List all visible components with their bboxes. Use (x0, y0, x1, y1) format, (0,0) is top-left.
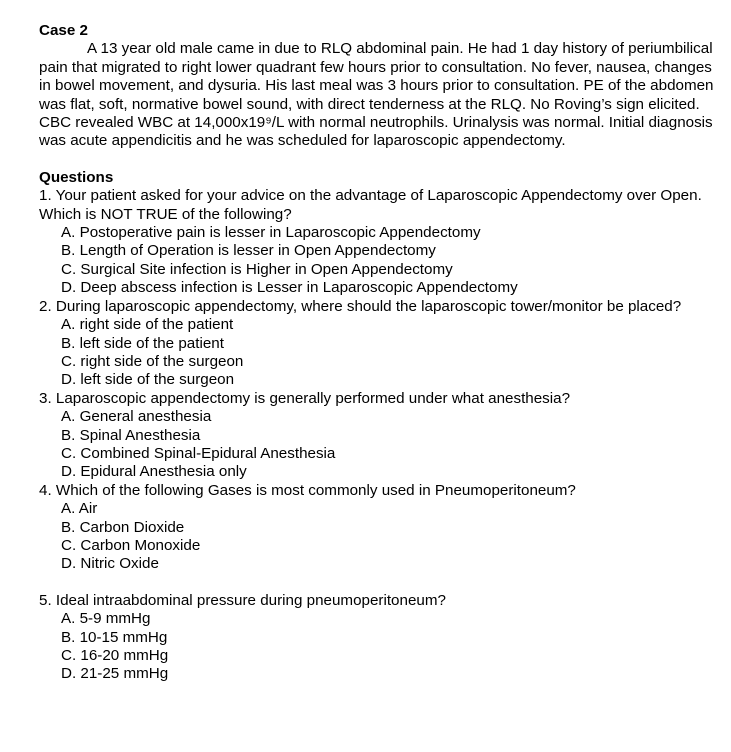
question-stem: 3. Laparoscopic appendectomy is generally performed under what anesthesia? (39, 389, 571, 407)
choice-list (39, 408, 719, 482)
case-title: Case 2 (39, 22, 88, 39)
choice-d: D. 21-25 mmHg (61, 665, 169, 683)
choice-b: B. left side of the patient (61, 334, 224, 352)
question-5 (39, 592, 719, 684)
choice-c: C. Carbon Monoxide (61, 536, 201, 554)
choice-c: C. Combined Spinal-Epidural Anesthesia (61, 444, 336, 462)
question-2 (39, 298, 719, 390)
question-stem: 5. Ideal intraabdominal pressure during pneumoperitoneum? (39, 591, 446, 609)
questions-heading: Questions (39, 168, 114, 186)
question-3 (39, 390, 719, 482)
choice-list (39, 500, 719, 574)
choice-b: B. 10-15 mmHg (61, 628, 168, 646)
question-1 (39, 187, 719, 297)
question-4 (39, 482, 719, 574)
choice-a: A. General anesthesia (61, 408, 212, 426)
choice-d: D. Deep abscess infection is Lesser in Laparoscopic Appendectomy (61, 279, 518, 297)
choice-list (39, 224, 719, 298)
choice-d: D. left side of the surgeon (61, 371, 235, 389)
choice-b: B. Length of Operation is lesser in Open Appendectomy (61, 242, 436, 260)
choice-list (39, 316, 719, 390)
choice-list (39, 610, 719, 684)
choice-b: B. Spinal Anesthesia (61, 426, 201, 444)
choice-a: A. Postoperative pain is lesser in Laparoscopic Appendectomy (61, 224, 481, 242)
choice-b: B. Carbon Dioxide (61, 518, 185, 536)
case-paragraph (39, 40, 719, 150)
choice-d: D. Epidural Anesthesia only (61, 463, 247, 481)
choice-a: A. right side of the patient (61, 316, 234, 334)
case-paragraph-text: A 13 year old male came in due to RLQ abdominal pain. He had 1 day history of periumbilical pain that migrated to right lower quadrant few hours prior to consultation. No fever, nausea, changes in bowel movement, and dysuria. His last meal was 3 hours prior to consultation. PE of the abdomen was flat, soft, normative bowel sound, with direct tenderness at the RLQ. No Roving’s sign elicited. CBC revealed WBC at 14,000x19⁹/L with normal neutrophils. Urinalysis was normal. Initial diagnosis was acute appendicitis and he was scheduled for laparoscopic appendectomy. (39, 40, 714, 150)
question-stem: 1. Your patient asked for your advice on the advantage of Laparoscopic Appendectomy over Open. Which is NOT TRUE of the following? (39, 187, 702, 223)
choice-c: C. 16-20 mmHg (61, 647, 169, 664)
question-stem: 4. Which of the following Gases is most commonly used in Pneumoperitoneum? (39, 481, 576, 499)
choice-d: D. Nitric Oxide (61, 555, 159, 573)
choice-a: A. Air (61, 500, 98, 518)
choice-c: C. right side of the surgeon (61, 352, 244, 370)
document-page (39, 22, 719, 684)
choice-c: C. Surgical Site infection is Higher in Open Appendectomy (61, 260, 453, 278)
choice-a: A. 5-9 mmHg (61, 610, 151, 628)
question-stem: 2. During laparoscopic appendectomy, where should the laparoscopic tower/monitor be placed? (39, 297, 682, 315)
